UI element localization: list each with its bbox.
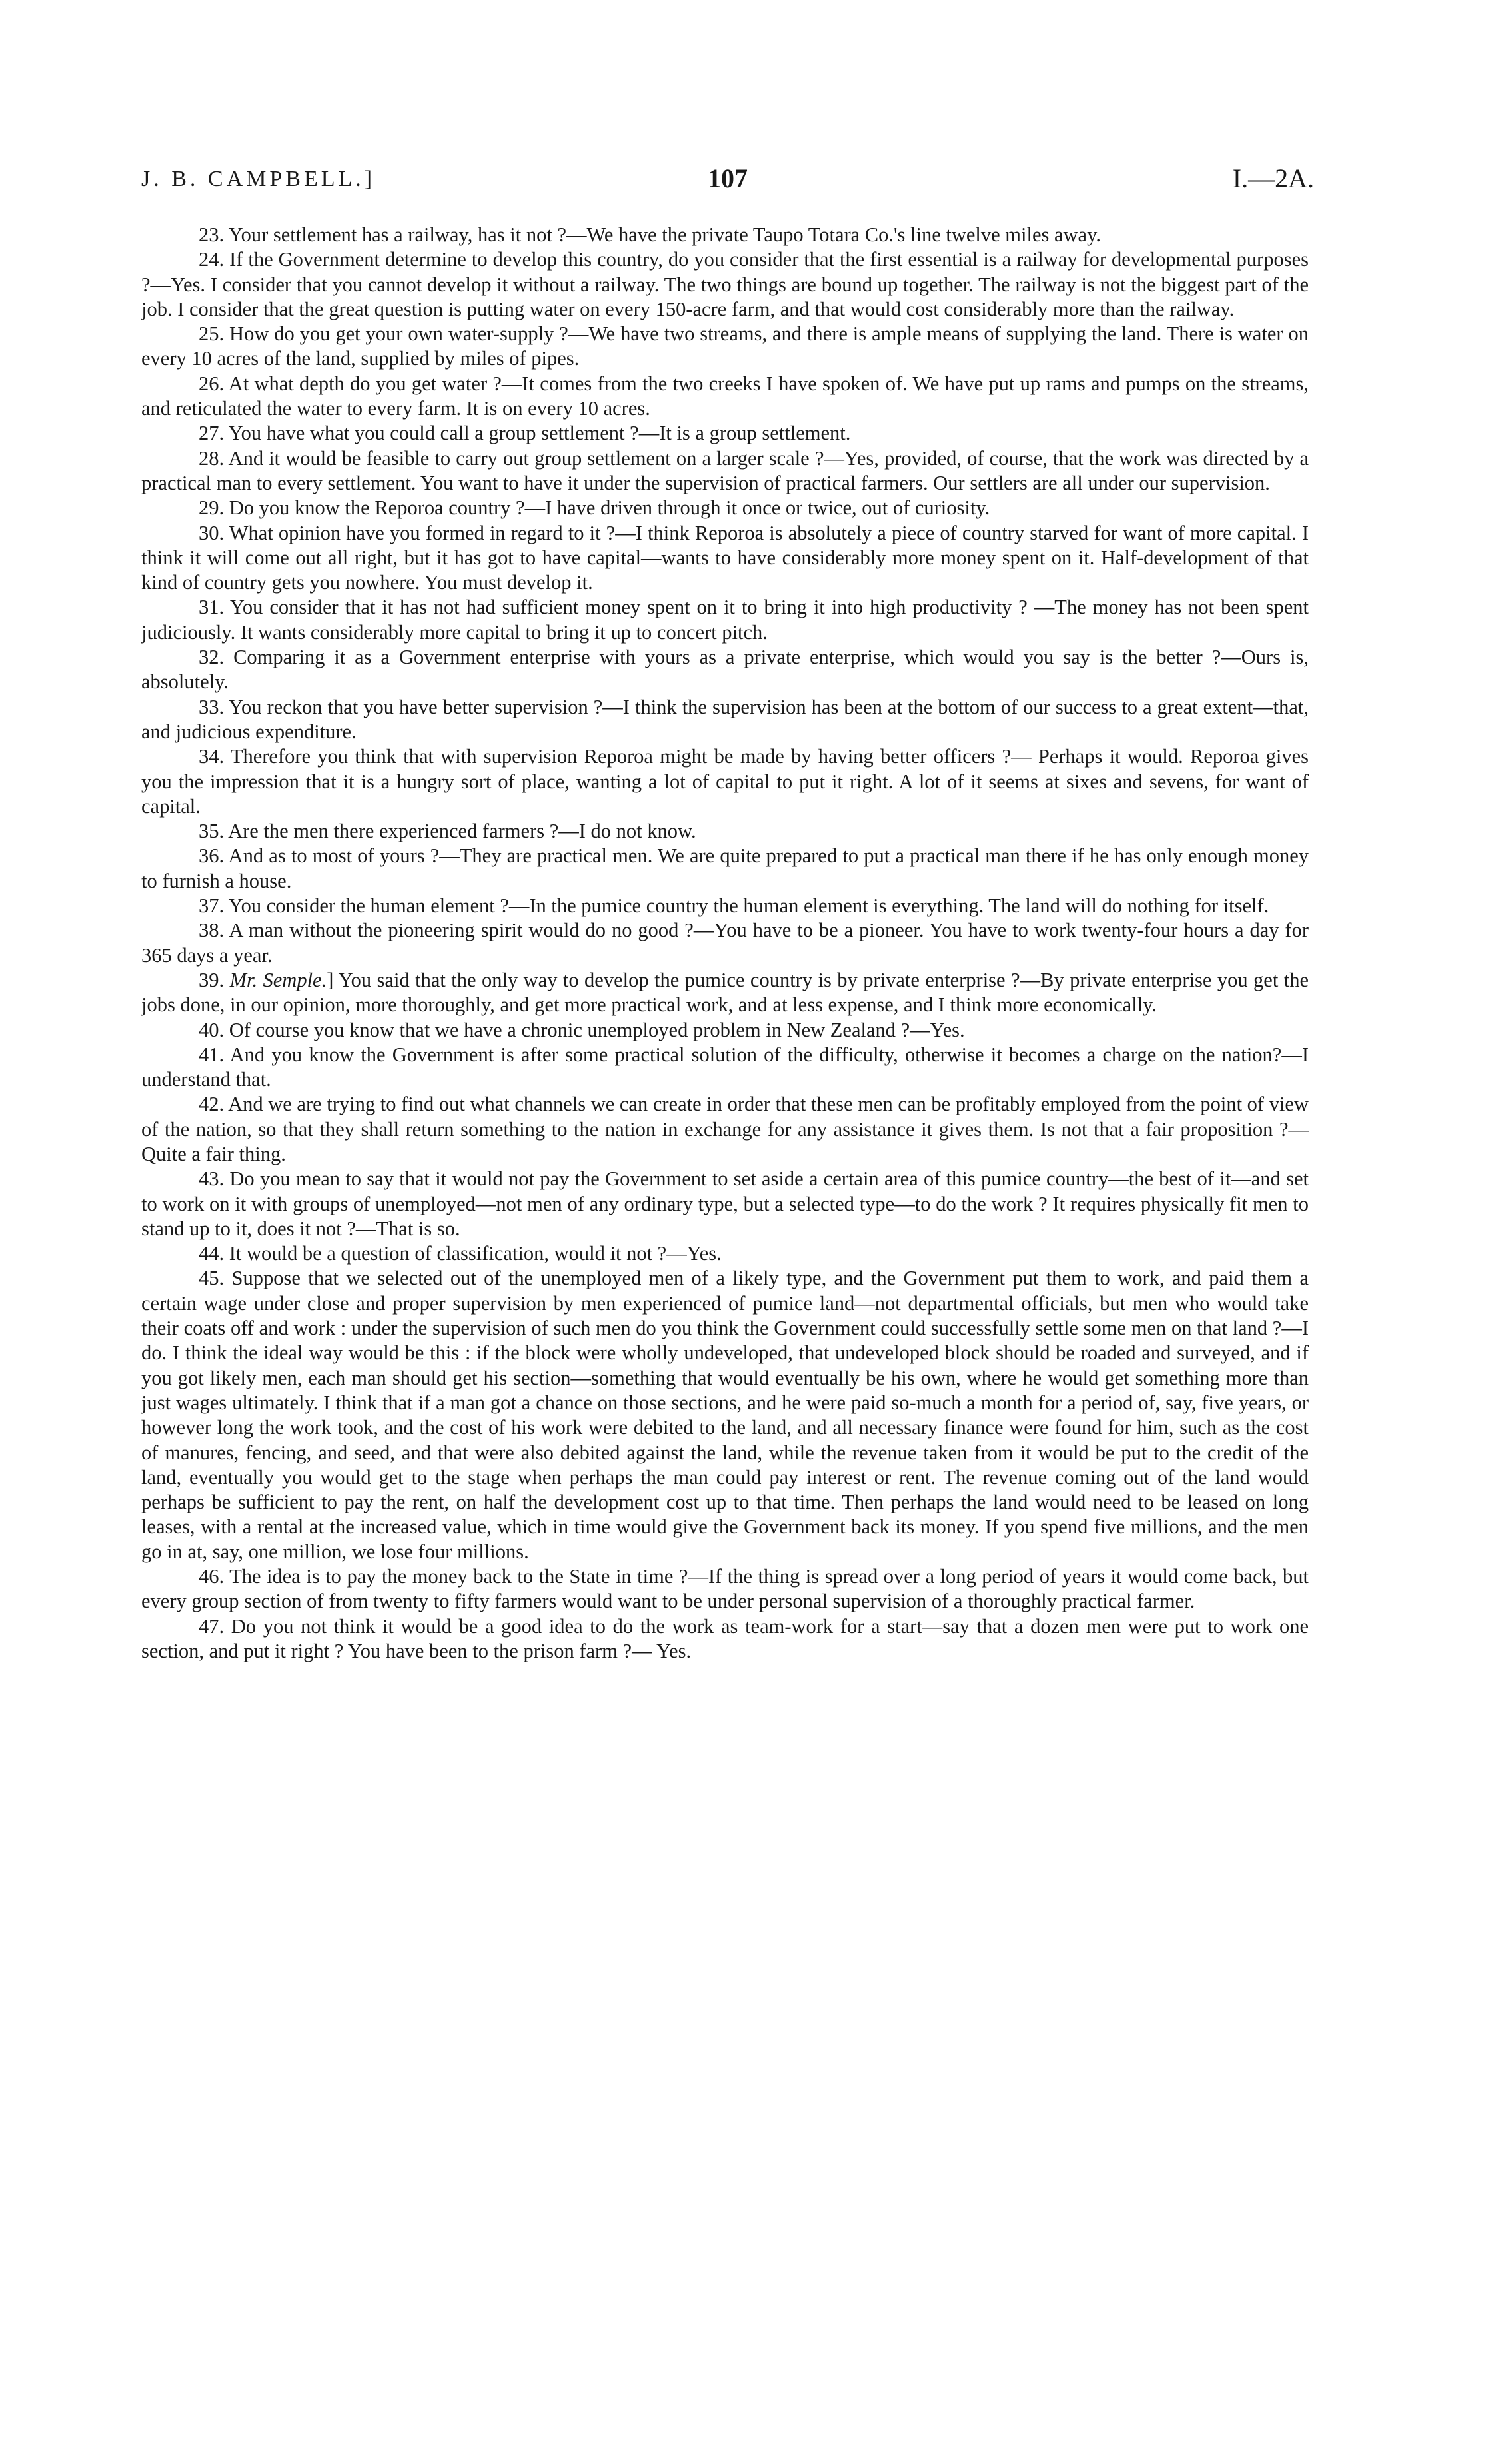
paragraph-45: 45. Suppose that we selected out of the unemployed men of a likely type, and the Government put them to work, and paid them a certain wage under close and proper supervision by men experienced of pumice land—not departmental officials, but men who would take their coats off and work : under the supervision of such men do you think the Government could successfully settle some men on that land ?—I do. I think the ideal way would be this : if the block were wholly undeveloped, that undeveloped block should be roaded and surveyed, and if you got likely men, each man should get his section—something that would eventually be his own, where he would get something more than just wages ultimately. I think that if a man got a chance on those sections, and he were paid so-much a month for a period of, say, five years, or however long the work took, and the cost of his work were debited to the land, and all necessary finance were found for him, such as the cost of manures, fencing, and seed, and that were also debited against the land, while the revenue taken from it would be put to the credit of the land, eventually you would get to the stage when perhaps the man could pay interest or rent. The revenue coming out of the land would perhaps be sufficient to pay the rent, on half the development cost up to that time. Then perhaps the land would need to be leased on long leases, with a rental at the increased value, which in time would give the Government back its money. If you spend five millions, and the men go in at, say, one million, we lose four millions. (141, 1267, 1309, 1563)
speaker-name: Mr. Semple. (229, 968, 327, 991)
document-reference: I.—2A. (1232, 163, 1314, 193)
paragraph-31: 31. You consider that it has not had sufficient money spent on it to bring it into high productivity ? —The money has not been spent judiciously. It wants considerably more capital to bring it up to concert pitch. (141, 596, 1309, 644)
paragraph-25: 25. How do you get your own water-supply ?—We have two streams, and there is ample means of supplying the land. There is water on every 10 acres of the land, supplied by miles of pipes. (141, 322, 1309, 370)
paragraph-33: 33. You reckon that you have better supervision ?—I think the supervision has been at the bottom of our success to a great extent—that, and judicious expenditure. (141, 695, 1309, 743)
page-number: 107 (708, 163, 748, 193)
paragraph-23: 23. Your settlement has a railway, has it not ?—We have the private Taupo Totara Co.'s line twelve miles away. (199, 223, 1101, 246)
paragraph-38: 38. A man without the pioneering spirit would do no good ?—You have to be a pioneer. You have to work twenty-four hours a day for 365 days a year. (141, 919, 1309, 967)
paragraph-30: 30. What opinion have you formed in regard to it ?—I think Reporoa is absolutely a piece of country starved for want of more capital. I think it will come out all right, but it has got to have capital—wants to have considerably more money spent on it. Half-development of that kind of country gets you nowhere. You must develop it. (141, 521, 1309, 594)
paragraph-39-text: ] You said that the only way to develop the pumice country is by private enterprise ?—By private enterprise you get the jobs done, in our opinion, more thoroughly, and get more practical work, and at less expense, and I think more economically. (141, 968, 1309, 1017)
paragraph-35: 35. Are the men there experienced farmers ?—I do not know. (199, 820, 696, 843)
paragraph-37: 37. You consider the human element ?—In the pumice country the human element is everything. The land will do nothing for itself. (199, 894, 1269, 918)
paragraph-41: 41. And you know the Government is after some practical solution of the difficulty, otherwise it becomes a charge on the nation?—I understand that. (141, 1043, 1309, 1091)
paragraph-29: 29. Do you know the Reporoa country ?—I have driven through it once or twice, out of curiosity. (199, 496, 990, 520)
paragraph-47: 47. Do you not think it would be a good idea to do the work as team-work for a start—say that a dozen men were put to work one section, and put it right ? You have been to the prison farm ?— Yes. (141, 1614, 1309, 1662)
paragraph-24: 24. If the Government determine to develop this country, do you consider that the first essential is a railway for developmental purposes ?—Yes. I consider that you cannot develop it without a railway. The two things are bound up together. The railway is not the biggest part of the job. I consider that the great question is putting water on every 150-acre farm, and that would cost considerably more than the railway. (141, 248, 1309, 320)
paragraph-46: 46. The idea is to pay the money back to the State in time ?—If the thing is spread over a long period of years it would come back, but every group section of from twenty to fifty farmers would want to be under personal supervision of a thoroughly practical farmer. (141, 1565, 1309, 1613)
witness-name: J. B. CAMPBELL.] (141, 167, 376, 191)
paragraph-44: 44. It would be a question of classification, would it not ?—Yes. (199, 1242, 722, 1265)
paragraph-39-number: 39. (199, 968, 230, 991)
paragraph-40: 40. Of course you know that we have a chronic unemployed problem in New Zealand ?—Yes. (199, 1018, 965, 1041)
paragraph-28: 28. And it would be feasible to carry out group settlement on a larger scale ?—Yes, provided, of course, that the work was directed by a practical man to every settlement. You want to have it under the supervision of practical farmers. Our settlers are all under our supervision. (141, 446, 1309, 494)
paragraph-43: 43. Do you mean to say that it would not pay the Government to set aside a certain area of this pumice country—the best of it—and set to work on it with groups of unemployed—not men of any ordinary type, but a selected type—to do the work ? It requires physically fit men to stand up to it, does it not ?—That is so. (141, 1167, 1309, 1240)
page-header (141, 163, 1314, 203)
paragraph-42: 42. And we are trying to find out what channels we can create in order that these men can be profitably employed from the point of view of the nation, so that they shall return something to the nation in exchange for any assistance it gives them. Is not that a fair proposition ?—Quite a fair thing. (141, 1093, 1309, 1165)
paragraph-36: 36. And as to most of yours ?—They are practical men. We are quite prepared to put a practical man there if he has only enough money to furnish a house. (141, 844, 1309, 892)
paragraph-39 (141, 968, 1309, 1018)
paragraph-26: 26. At what depth do you get water ?—It comes from the two creeks I have spoken of. We have put up rams and pumps on the streams, and reticulated the water to every farm. It is on every 10 acres. (141, 372, 1309, 420)
paragraph-34: 34. Therefore you think that with supervision Reporoa might be made by having better officers ?— Perhaps it would. Reporoa gives you the impression that it is a hungry sort of place, wanting a lot of capital to put it right. A lot of it seems at sixes and sevens, for want of capital. (141, 745, 1309, 818)
testimony-body (141, 223, 1309, 1664)
paragraph-27: 27. You have what you could call a group settlement ?—It is a group settlement. (199, 422, 851, 445)
paragraph-32: 32. Comparing it as a Government enterprise with yours as a private enterprise, which would you say is the better ?—Ours is, absolutely. (141, 646, 1309, 694)
